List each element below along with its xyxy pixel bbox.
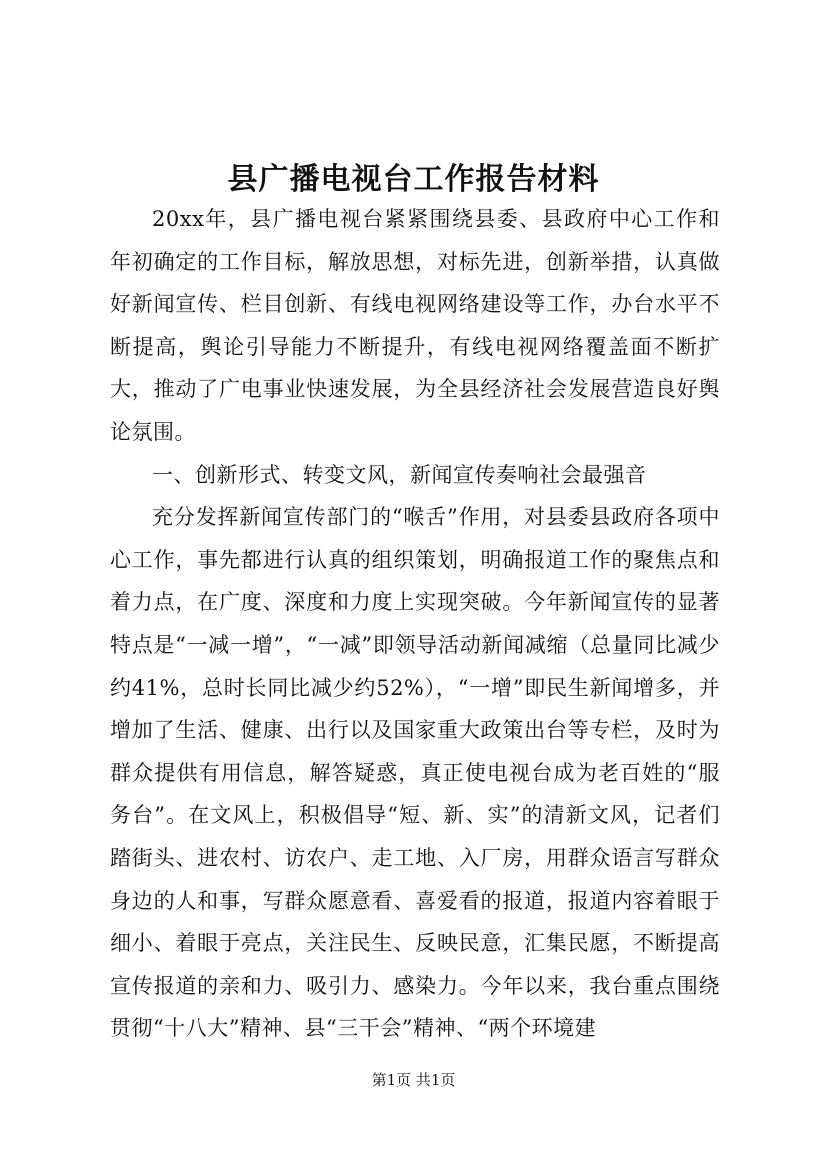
section-heading: 一、创新形式、转变文风，新闻宣传奏响社会最强音 xyxy=(152,462,647,487)
document-title: 县广播电视台工作报告材料 xyxy=(227,162,600,198)
section-paragraph: 充分发挥新闻宣传部门的“喉舌”作用，对县委县政府各项中心工作，事先都进行认真的组织策划，明确报道工作的聚焦点和着力点，在广度、深度和力度上实现突破。今年新闻宣传的显著特点是“一减一增”，“一减”即领导活动新闻减缩（总量同比减少约41%，总时长同比减少约52%），“一增”即民生新闻增多，并增加了生活、健康、出行以及国家重大政策出台等专栏，及时为群众提供有用信息，解答疑惑，真正使电视台成为老百姓的“服务台”。在文风上，积极倡导“短、新、实”的清新文风，记者们踏街头、进农村、访农户、走工地、入厂房，用群众语言写群众身边的人和事，写群众愿意看、喜爱看的报道，报道内容着眼于细小、着眼于亮点，关注民生、反映民意，汇集民愿，不断提高宣传报道的亲和力、吸引力、感染力。今年以来，我台重点围绕贯彻“十八大”精神、县“三干会”精神、“两个环境建 xyxy=(110,505,720,1041)
intro-paragraph: 20xx年，县广播电视台紧紧围绕县委、县政府中心工作和年初确定的工作目标，解放思想，对标先进，创新举措，认真做好新闻宣传、栏目创新、有线电视网络建设等工作，办台水平不断提高，舆论引导能力不断提升，有线电视网络覆盖面不断扩大，推动了广电事业快速发展，为全县经济社会发展营造良好舆论氛围。 xyxy=(110,207,720,444)
document-body xyxy=(110,198,720,1050)
page-footer: 第1页 共1页 xyxy=(371,1071,456,1089)
